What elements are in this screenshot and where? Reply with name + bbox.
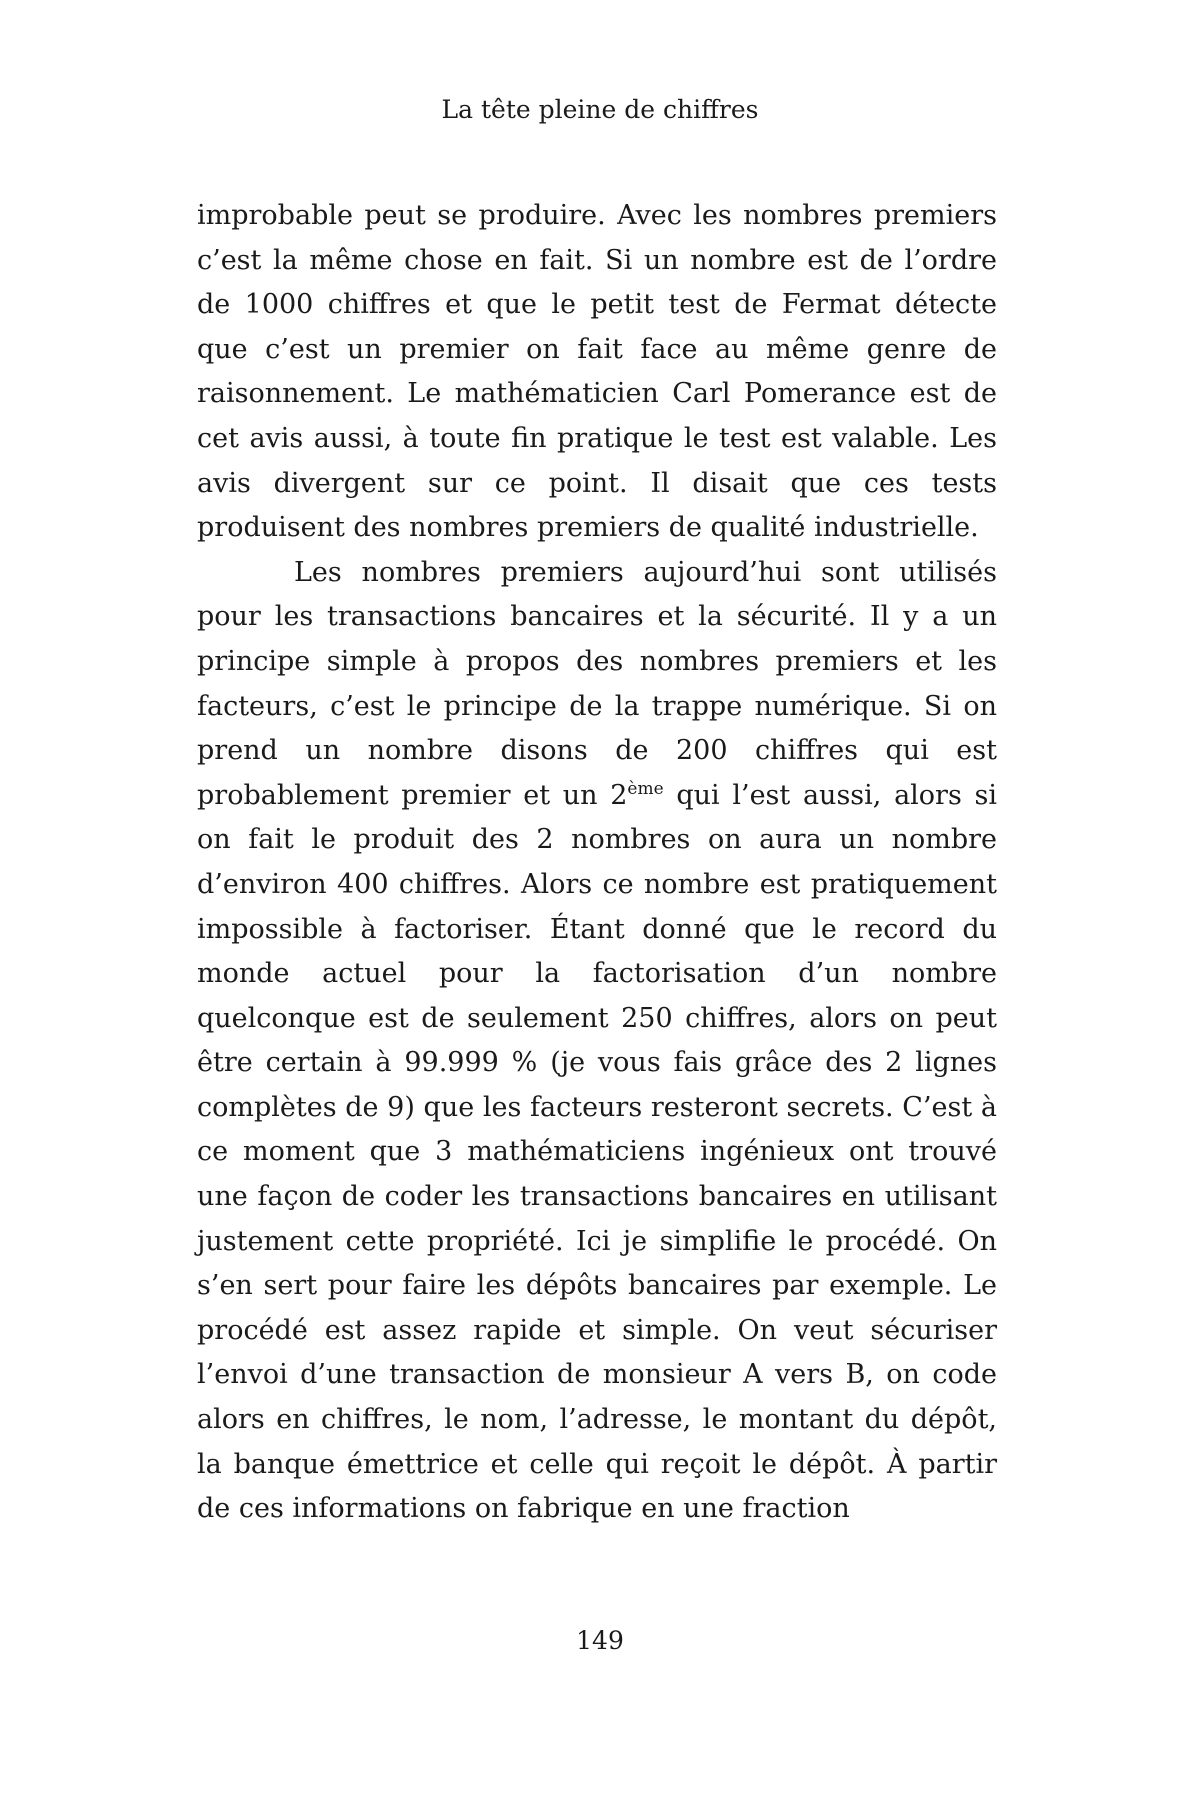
page-number: 149 (576, 1626, 624, 1655)
paragraph-text: Les nombres premiers aujourd’hui sont utilisés pour les transactions bancaires et la sécurité. Il y a un principe simple à propos des nombres premiers et les facteurs, c’est le principe de la trappe numérique. Si on prend un nombre disons de 200 chiffres qui est probablement premier et un 2 (197, 556, 997, 811)
paragraph-text: qui l’est aussi, alors si on fait le produit des 2 nombres on aura un nombre d’environ 400 chiffres. Alors ce nombre est pratiquement impossible à factoriser. Étant donné que le record du monde actuel pour la factorisation d’un nombre quelconque est de seulement 250 chiffres, alors on peut être certain à 99.999 % (je vous fais grâce des 2 lignes complètes de 9) que les facteurs resteront secrets. C’est à ce moment que 3 mathématiciens ingénieux ont trouvé une façon de coder les transactions bancaires en utilisant justement cette propriété. Ici je simplifie le procédé. On s’en sert pour faire les dépôts bancaires par exemple. Le procédé est assez rapide et simple. On veut sécuriser l’envoi d’une transaction de monsieur A vers B, on code alors en chiffres, le nom, l’adresse, le montant du dépôt, la banque émettrice et celle qui reçoit le dépôt. À partir de ces informations on fabrique en une fraction (197, 779, 998, 1525)
paragraph-continuation: improbable peut se produire. Avec les nombres premiers c’est la même chose en fait. Si un nombre est de l’ordre de 1000 chiffres et que le petit test de Fermat détecte que c’est un premier on fait face au même genre de raisonnement. Le mathématicien Carl Pomerance est de cet avis aussi, à toute fin pratique le test est valable. Les avis divergent sur ce point. Il disait que ces tests produisent des nombres premiers de qualité industrielle. (197, 200, 997, 544)
running-header: La tête pleine de chiffres (441, 95, 759, 124)
body-text (197, 194, 997, 1532)
ordinal-superscript: ème (627, 778, 664, 799)
paragraph (197, 551, 997, 1532)
